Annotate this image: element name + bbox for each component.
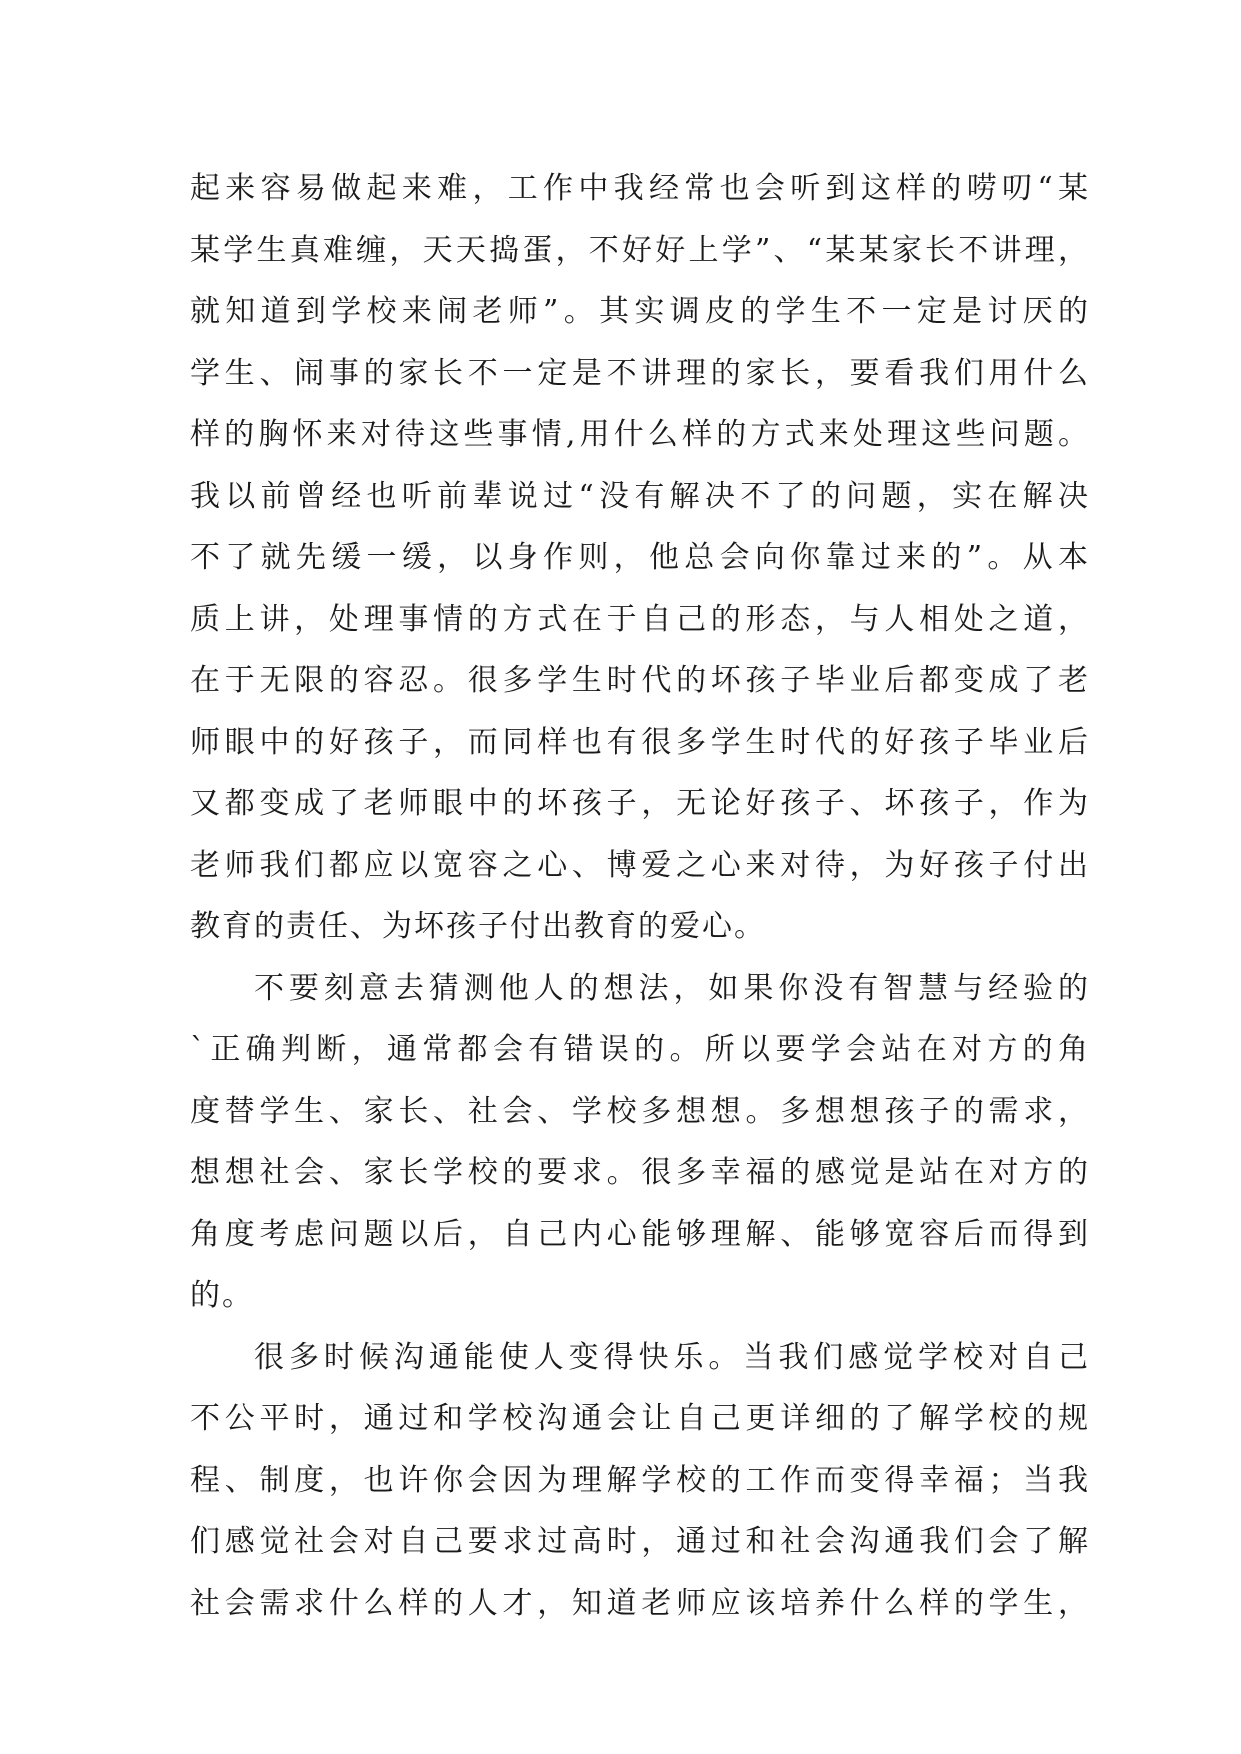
text-line: 程、制度，也许你会因为理解学校的工作而变得幸福；当我 <box>190 1462 1090 1498</box>
text-line: 不公平时，通过和学校沟通会让自己更详细的了解学校的规 <box>190 1401 1090 1436</box>
body-text <box>190 158 1090 1634</box>
text-line: `正确判断，通常都会有错误的。所以要学会站在对方的角 <box>190 1032 1090 1067</box>
text-line: 老师我们都应以宽容之心、博爱之心来对待，为好孩子付出 <box>190 847 1090 883</box>
text-line: 就知道到学校来闹老师”。其实调皮的学生不一定是讨厌的 <box>190 294 1090 329</box>
text-line: 社会需求什么样的人才，知道老师应该培养什么样的学生， <box>190 1585 1090 1621</box>
text-line: 度替学生、家长、社会、学校多想想。多想想孩子的需求， <box>190 1093 1090 1129</box>
text-line: 不要刻意去猜测他人的想法，如果你没有智慧与经验的 <box>254 970 1090 1006</box>
text-line: 某学生真难缠，天天捣蛋，不好好上学”、“某某家长不讲理， <box>190 232 1090 268</box>
text-line: 的。 <box>190 1278 254 1313</box>
text-line: 不了就先缓一缓，以身作则，他总会向你靠过来的”。从本 <box>190 540 1090 575</box>
text-line: 又都变成了老师眼中的坏孩子，无论好孩子、坏孩子，作为 <box>190 786 1090 821</box>
text-line: 我以前曾经也听前辈说过“没有解决不了的问题，实在解决 <box>190 478 1090 514</box>
text-line: 们感觉社会对自己要求过高时，通过和社会沟通我们会了解 <box>190 1524 1090 1559</box>
text-line: 样的胸怀来对待这些事情,用什么样的方式来处理这些问题。 <box>190 417 1090 452</box>
text-line: 角度考虑问题以后，自己内心能够理解、能够宽容后而得到 <box>190 1216 1090 1252</box>
text-line: 起来容易做起来难，工作中我经常也会听到这样的唠叨“某 <box>190 171 1090 206</box>
text-line: 想想社会、家长学校的要求。很多幸福的感觉是站在对方的 <box>190 1155 1090 1190</box>
text-line: 学生、闹事的家长不一定是不讲理的家长，要看我们用什么 <box>190 355 1090 391</box>
text-line: 教育的责任、为坏孩子付出教育的爱心。 <box>190 909 766 944</box>
text-line: 师眼中的好孩子，而同样也有很多学生时代的好孩子毕业后 <box>190 724 1090 760</box>
text-line: 质上讲，处理事情的方式在于自己的形态，与人相处之道， <box>190 601 1090 637</box>
text-line: 在于无限的容忍。很多学生时代的坏孩子毕业后都变成了老 <box>190 663 1090 698</box>
text-line: 很多时候沟通能使人变得快乐。当我们感觉学校对自己 <box>254 1339 1090 1375</box>
